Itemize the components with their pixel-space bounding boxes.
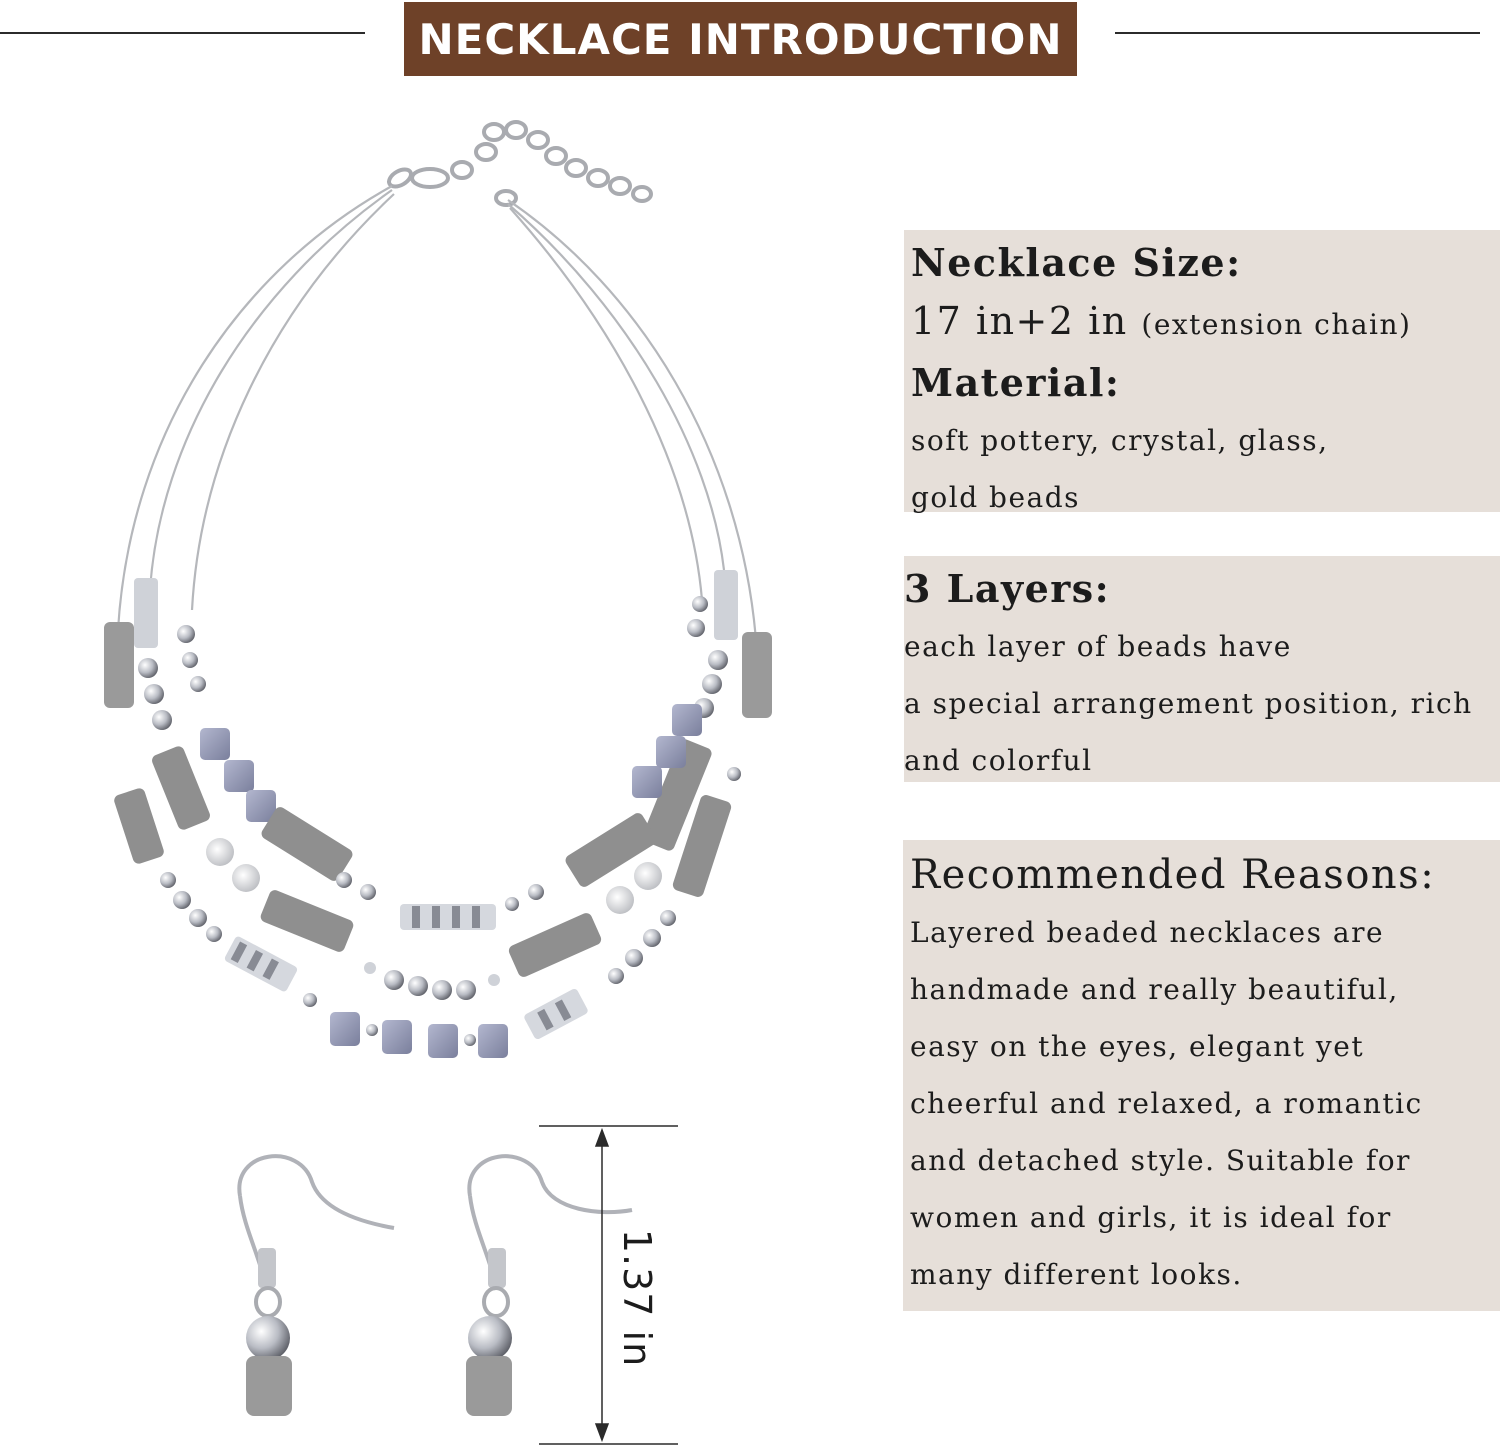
reasons-line: and detached style. Suitable for [910,1144,1411,1177]
reasons-line: Layered beaded necklaces are [910,916,1385,949]
size-value-line [911,292,1500,354]
reasons-line: easy on the eyes, elegant yet [910,1030,1365,1063]
reasons-line: women and girls, it is ideal for [910,1201,1392,1234]
earring-length-label: 1.37 in [615,1228,659,1368]
layers-heading: 3 Layers: [904,566,1111,611]
size-heading: Necklace Size: [911,240,1242,285]
layers-panel [904,556,1500,782]
material-heading: Material: [911,360,1121,405]
material-line: gold beads [911,481,1081,514]
necklace-wires [118,186,756,640]
clasp [386,122,651,205]
reasons-line: handmade and really beautiful, [910,973,1399,1006]
earring-left [239,1156,394,1416]
earring-right [466,1156,632,1416]
size-note: (extension chain) [1141,308,1412,341]
layers-line: each layer of beads have [904,630,1292,663]
reasons-line: many different looks. [910,1258,1243,1291]
reasons-heading: Recommended Reasons: [910,852,1436,898]
layers-line: and colorful [904,744,1093,777]
material-line: soft pottery, crystal, glass, [911,424,1329,457]
layers-line: a special arrangement position, rich [904,687,1473,720]
size-value: 17 in+2 in [911,299,1128,343]
reasons-panel [903,840,1500,1311]
size-material-panel [904,230,1500,512]
reasons-line: cheerful and relaxed, a romantic [910,1087,1423,1120]
page-title: NECKLACE INTRODUCTION [404,2,1077,76]
